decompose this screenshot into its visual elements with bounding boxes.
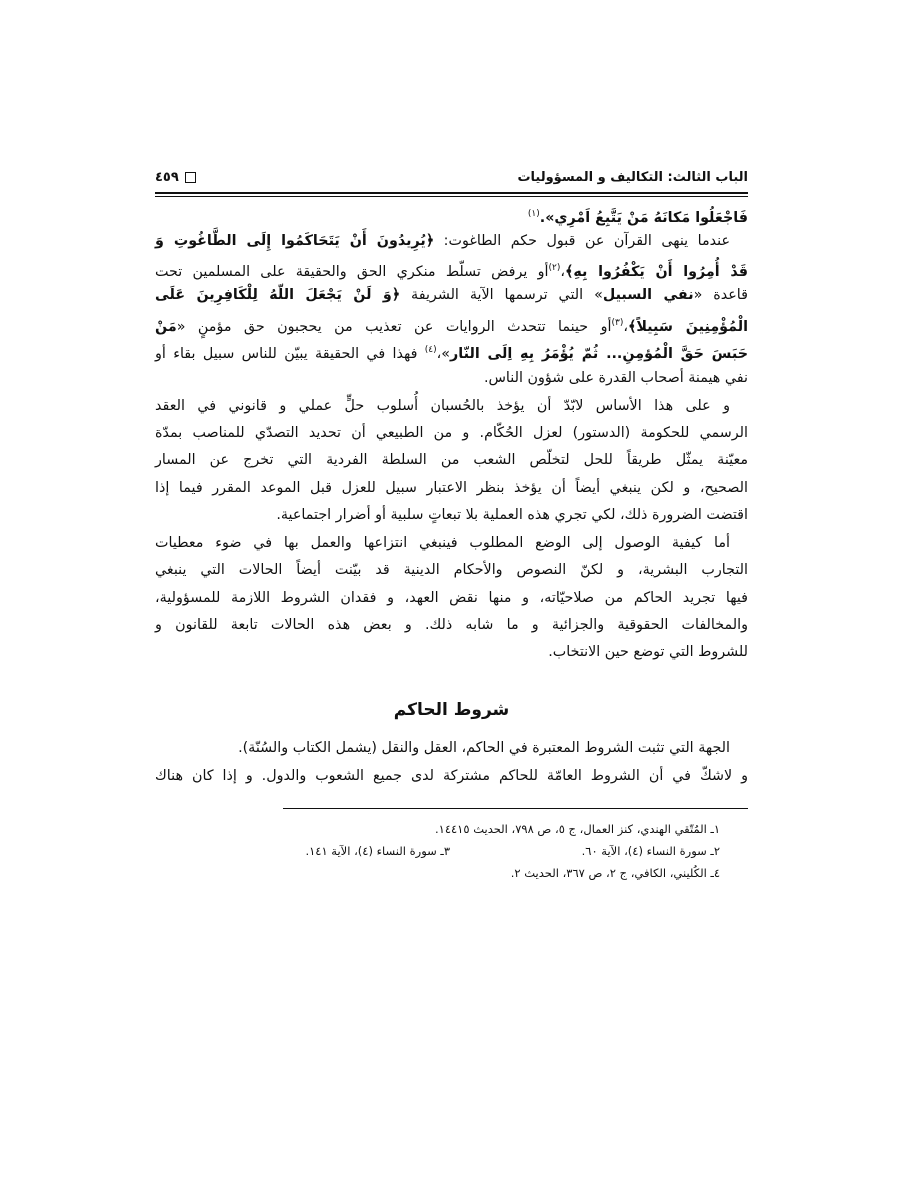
text-run: الجهة التي تثبت الشروط المعتبرة في الحاكم، العقل والنقل (يشمل الكتاب والسُنّة). — [238, 740, 730, 756]
section-heading: شروط الحاكم — [393, 700, 510, 720]
text-line — [155, 231, 748, 251]
square-icon — [185, 172, 196, 183]
text-run: عندما ينهى القرآن عن قبول حكم الطاغوت: — [434, 233, 731, 249]
text-run: نفي هيمنة أصحاب القدرة على شؤون الناس. — [483, 370, 748, 386]
text-run: التجارب البشرية، و لكنّ النصوص والأحكام الدينية قد بيّنت أيضاً الحالات التي ينبغي — [155, 562, 748, 578]
footnote-1: ١ـ المُتّقي الهندي، كنز العمال، ج ٥، ص ٧٩٨، الحديث ١٤٤١٥. — [435, 822, 720, 836]
text-run: »، — [436, 345, 451, 362]
text-line — [155, 738, 748, 758]
text-run: و على هذا الأساس لابّدّ أن يؤخذ بالحُسبان أُسلوب حلٍّ عملي و قانوني في العقد — [155, 398, 730, 414]
text-line — [155, 450, 748, 470]
header-rule — [155, 192, 748, 194]
text-line — [155, 642, 748, 662]
quoted-text: فَاجْعَلُوا مَكانَهُ مَنْ يَتَّبِعُ اَمْرِي». — [539, 209, 748, 226]
text-run: فهذا في الحقيقة يبيّن للناس سبيل بقاء أو — [155, 345, 425, 362]
quoted-text: مَنْ — [155, 318, 177, 335]
text-run: الرسمي للحكومة (الدستور) لعزل الحُكّام. و من الطبيعي أن تحديد التصدّي للمناصب بمدّة — [155, 425, 748, 441]
footnote-rule — [283, 808, 748, 809]
page-number-block — [155, 170, 196, 185]
text-line — [155, 533, 748, 553]
text-run: للشروط التي توضع حين الانتخاب. — [548, 644, 748, 660]
text-line — [155, 766, 748, 786]
text-run: أما كيفية الوصول إلى الوضع المطلوب فينبغي انتزاعها والعمل بها في ضوء معطيات — [155, 535, 730, 551]
page-number: ٤٥٩ — [155, 170, 179, 185]
text-line — [155, 588, 748, 608]
text-run: ، — [623, 318, 628, 335]
text-line — [155, 478, 748, 498]
quoted-text: نفي السبيل — [602, 287, 694, 303]
text-line — [155, 313, 748, 337]
text-run: والمخالفات الحقوقية والجزائية و ما شابه ذلك. و بعض هذه الحالات تابعة للقانون و — [155, 617, 748, 633]
footnote-ref: (٣) — [611, 318, 624, 328]
text-line — [155, 258, 748, 282]
quoted-text: قَدْ أُمِرُوا أَنْ يَكْفُرُوا بِهِ﴾ — [565, 263, 748, 280]
text-line — [155, 560, 748, 580]
text-line — [155, 423, 748, 443]
text-run: قاعدة « — [693, 287, 748, 303]
text-run: الصحيح، و لكن ينبغي أيضاً أن يؤخذ بنظر الاعتبار سبيل للعزل قبل الموعد المقرر فيما إذا — [155, 480, 748, 496]
text-run: أو يرفض تسلّط منكري الحق والحقيقة على المسلمين تحت — [155, 263, 549, 280]
footnote-ref: (١) — [527, 209, 540, 219]
text-line — [155, 285, 748, 305]
text-line — [155, 615, 748, 635]
text-line — [155, 396, 748, 416]
quoted-text: ﴿وَ لَنْ يَجْعَلَ اللّهُ لِلْكَافِرِينَ عَلَى — [155, 287, 401, 303]
footnote-3: ٣ـ سورة النساء (٤)، الآية ١٤١. — [305, 844, 450, 858]
text-run: و لاشكّ في أن الشروط العامّة للحاكم مشتركة لدى جميع الشعوب والدول. و إذا كان هناك — [155, 768, 748, 784]
text-run: اقتضت الضرورة ذلك، لكي تجري هذه العملية بلا تبعاتٍ سلبية أو أضرار اجتماعية. — [276, 507, 748, 523]
text-line — [155, 340, 748, 364]
footnote-2: ٢ـ سورة النساء (٤)، الآية ٦٠. — [581, 844, 720, 858]
text-line — [155, 505, 748, 525]
text-run: أو حينما تتحدث الروايات عن تعذيب من يحجبون حق مؤمنٍ « — [176, 318, 612, 335]
text-run: معيّنة يمثّل طريقاً للحل لتخلّص الشعب من السلطة الفردية التي تخرج عن المسار — [155, 452, 748, 468]
chapter-title: الباب الثالث: التكاليف و المسؤوليات — [517, 170, 748, 185]
header-rule-thin — [155, 196, 748, 197]
text-run: ، — [560, 263, 565, 280]
footnote-ref: (٢) — [548, 263, 561, 273]
text-line — [155, 204, 748, 228]
quoted-text: حَبَسَ حَقَّ الْمُؤمِنِ... ثُمّ يُؤْمَرُ بِهِ اِلَى النّار — [450, 345, 749, 362]
footnote-4: ٤ـ الكُليني، الكافي، ج ٢، ص ٣٦٧، الحديث ٢. — [510, 866, 720, 880]
running-header — [155, 170, 748, 188]
text-run: فيها تجريد الحاكم من صلاحيّاته، و منها نقض العهد، و فقدان الشروط اللازمة للمسؤولية، — [155, 590, 748, 606]
text-run: » التي ترسمها الآية الشريفة — [400, 287, 603, 303]
text-line — [155, 368, 748, 388]
quoted-text: ﴿يُرِيدُونَ أَنْ يَتَحَاكَمُوا إِلَى الطَّاغُوتِ وَ — [155, 233, 435, 249]
quoted-text: الْمُؤْمِنِينَ سَبِيلاً﴾ — [627, 318, 748, 335]
footnote-ref: (٤) — [424, 345, 437, 355]
